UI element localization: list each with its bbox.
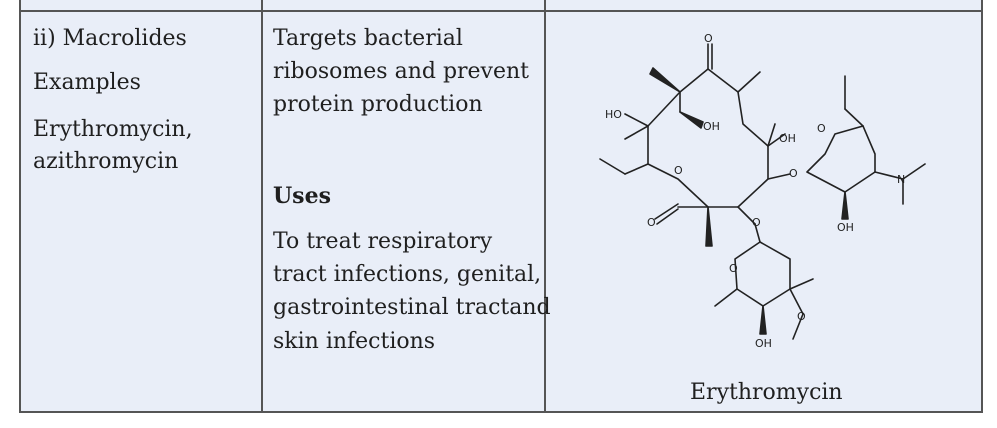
mechanism-line: ribosomes and prevent	[273, 59, 530, 84]
uses-line: tract infections, genital,	[273, 262, 542, 287]
erythromycin-structure	[545, 14, 982, 364]
sugar-oxygen-label: O	[729, 262, 738, 275]
nitrogen-label: N	[897, 173, 906, 186]
mechanism-line: Targets bacterial	[273, 26, 463, 51]
example-line: Erythromycin,	[33, 117, 193, 142]
uses-line: skin infections	[273, 329, 436, 354]
hydroxyl-label: OH	[779, 132, 796, 145]
col-divider-1	[261, 0, 263, 413]
structure-caption: Erythromycin	[690, 380, 843, 405]
lactone-oxygen-label: O	[647, 216, 656, 229]
methoxy-oxygen-label: O	[797, 310, 806, 323]
hydroxyl-label: OH	[837, 221, 854, 234]
ketone-oxygen-label: O	[704, 32, 713, 45]
row-top-border	[20, 10, 982, 12]
mechanism-line: protein production	[273, 92, 483, 117]
row-bottom-border	[20, 411, 982, 413]
uses-line: To treat respiratory	[273, 229, 493, 254]
sugar-oxygen-label: O	[817, 122, 826, 135]
glycosidic-oxygen-label: O	[752, 216, 761, 229]
examples-label: Examples	[33, 70, 141, 95]
hydroxyl-label: HO	[605, 108, 622, 121]
class-name: ii) Macrolides	[33, 26, 187, 51]
uses-line: gastrointestinal tractand	[273, 295, 551, 320]
ring-oxygen-label: O	[674, 164, 683, 177]
example-line: azithromycin	[33, 149, 179, 174]
glycosidic-oxygen-label: O	[789, 167, 798, 180]
hydroxyl-label: OH	[703, 120, 720, 133]
left-border	[19, 0, 21, 413]
uses-heading: Uses	[273, 183, 331, 209]
class-cell	[20, 0, 262, 413]
hydroxyl-label: OH	[755, 337, 772, 350]
